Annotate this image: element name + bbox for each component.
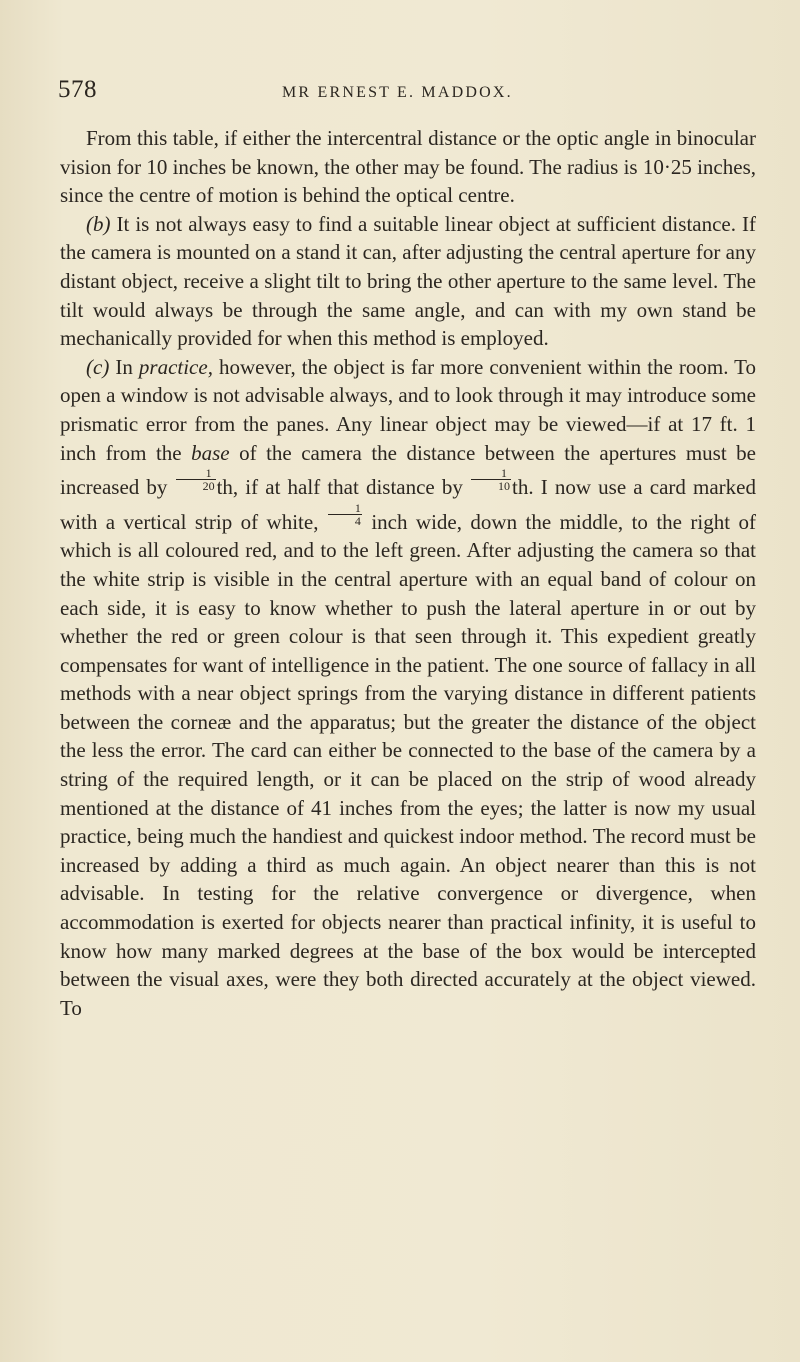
item-label-c: (c) xyxy=(86,354,110,379)
item-label-b: (b) xyxy=(86,211,111,236)
fraction-denominator: 4 xyxy=(354,513,361,528)
running-head: MR ERNEST E. MADDOX. xyxy=(282,84,513,101)
fraction-numerator: 1 xyxy=(328,502,362,515)
text-run: th. I now use a card marked with a vertical strip of white, xyxy=(60,475,756,534)
paragraph-text: It is not always easy to find a suitable linear object at sufficient distance. If the camera is mounted on a stand it can, after adjusting the central aperture for any distant object, receive a slight tilt to bring the other aperture to the same level. The tilt would always be through the same angle, and can with my own stand be mechanically provided for when this method is employed. xyxy=(60,211,756,351)
page-number: 578 xyxy=(58,76,97,103)
fraction-denominator: 20 xyxy=(202,479,215,494)
paragraph-c xyxy=(60,353,756,1023)
fraction-one-twentieth xyxy=(176,467,216,492)
body-text xyxy=(60,124,756,1022)
paragraph-table-note xyxy=(60,124,756,210)
paragraph-b xyxy=(60,210,756,353)
paragraph-text: From this table, if either the intercentral distance or the optic angle in binocular vision for 10 inches be known, the other may be found. The radius is 10·25 inches, since the centre of motion is behind the optical centre. xyxy=(60,126,756,208)
fraction-denominator: 10 xyxy=(498,479,511,494)
fraction-one-quarter xyxy=(328,502,362,527)
fraction-one-tenth xyxy=(471,467,511,492)
page-header xyxy=(0,76,800,110)
italic-base: base xyxy=(191,440,230,465)
text-run: however, the object is far more convenient within the room. To open a window is not advisable always, and to look through it may introduce some prismatic error from the panes. Any linear object may be viewed—if at 17 ft. 1 inch from the xyxy=(60,354,757,465)
text-run: In xyxy=(109,354,139,379)
text-run: th, if at half that distance by xyxy=(216,475,471,500)
italic-practice: practice, xyxy=(138,354,213,379)
text-run: inch wide, down the middle, to the right of which is all coloured red, and to the left green. After adjusting the camera so that the white strip is visible in the central aperture with an equal band of colour on each side, it is easy to know whether to push the lateral aperture in or out by whether the red or green colour is that seen through it. This expedient greatly compensates for want of intelligence in the patient. The one source of fallacy in all methods with a near object springs from the varying distance in different patients between the corneæ and the apparatus; but the greater the distance of the object the less the error. The card can either be connected to the base of the camera by a string of the required length, or it can be placed on the strip of wood already mentioned at the distance of 41 inches from the eyes; the latter is now my usual practice, being much the handiest and quickest indoor method. The record must be increased by adding a third as much again. An object nearer than this is not advisable. In testing for the relative convergence or divergence, when accommodation is exerted for objects nearer than practical infinity, it is useful to know how many marked degrees at the base of the box would be intercepted between the visual axes, were they both directed accurately at the object viewed. To xyxy=(60,509,756,1020)
fraction-numerator: 1 xyxy=(471,467,511,480)
fraction-numerator: 1 xyxy=(176,467,216,480)
text-run: of the camera the distance between the apertures must be increased by xyxy=(60,440,756,500)
